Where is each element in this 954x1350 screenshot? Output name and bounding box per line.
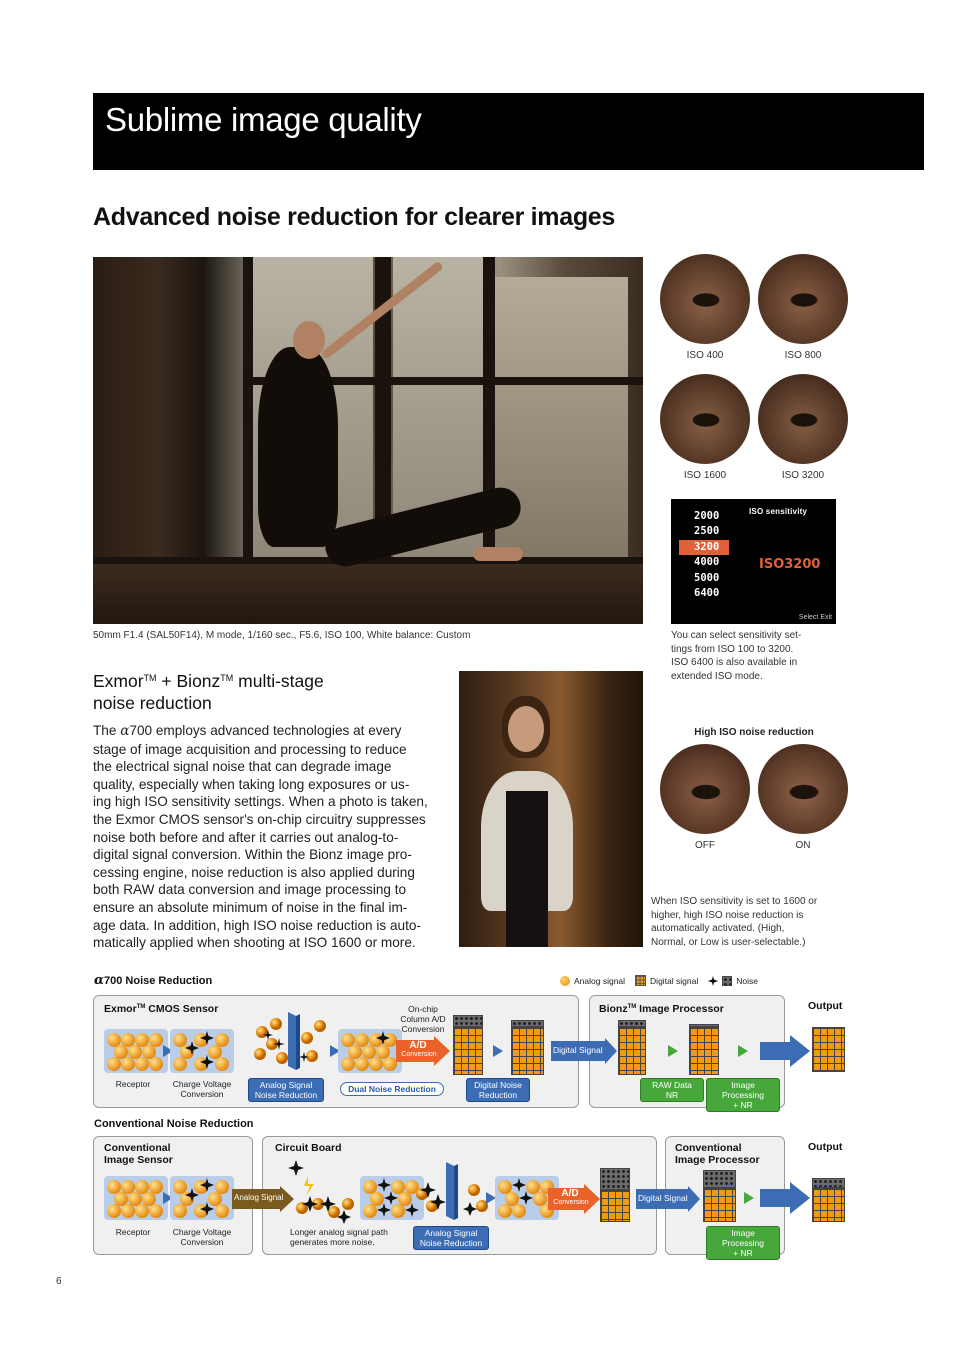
raw-nr-badge: RAW Data NR <box>640 1078 704 1102</box>
analog-signal-label: Analog Signal <box>234 1193 284 1202</box>
charge-conversion-cell <box>170 1029 234 1073</box>
nr-on-label: ON <box>795 840 811 851</box>
a700-diagram-title: α700 Noise Reduction <box>94 973 213 988</box>
analog-nr-badge: Analog Signal Noise Reduction <box>248 1078 324 1102</box>
noise-strip <box>511 1020 544 1027</box>
iso-option: 4000 <box>694 556 720 569</box>
iso-1600-label: ISO 1600 <box>683 470 727 481</box>
analog-noise-filter-graphic <box>252 1010 330 1072</box>
bionz-processor-panel: Bionz™ Image Processor <box>589 995 785 1108</box>
analog-signal-icon <box>560 976 570 986</box>
main-photo-caption: 50mm F1.4 (SAL50F14), M mode, 1/160 sec., F5.6, ISO 100, White balance: Custom <box>93 630 471 641</box>
longer-path-note: Longer analog signal path generates more noise. <box>290 1227 388 1247</box>
nr-off-sample-image <box>660 744 750 834</box>
page-number: 6 <box>56 1276 62 1287</box>
noisy-analog-graphic <box>288 1160 360 1224</box>
onchip-ad-label: On-chip Column A/D Conversion <box>400 1004 446 1034</box>
nr-on-sample-image <box>758 744 848 834</box>
iso-option: 2500 <box>694 525 720 538</box>
high-iso-caption: When ISO sensitivity is set to 1600 or higher, high ISO noise reduction is automatically activated. (High, Normal, or Low is user-selectable.) <box>651 896 818 948</box>
output-data-grid <box>812 1027 845 1072</box>
iso-1600-sample-image <box>660 374 750 464</box>
output-data-grid <box>812 1188 845 1222</box>
noise-strip <box>703 1170 736 1188</box>
flow-arrow <box>668 1045 678 1057</box>
receptor-cell <box>104 1029 168 1073</box>
conventional-processor-panel: Conventional Image Processor <box>665 1136 785 1255</box>
flow-arrow <box>493 1045 503 1057</box>
output-noise-strip <box>812 1178 845 1188</box>
exmor-sensor-panel: Exmor™ CMOS Sensor <box>93 995 579 1108</box>
iso-800-label: ISO 800 <box>784 350 822 361</box>
conv-analog-filter-graphic <box>412 1160 494 1224</box>
iso-3200-sample-image <box>758 374 848 464</box>
digital-data-grid <box>689 1027 719 1075</box>
iso-400-sample-image <box>660 254 750 344</box>
conv-receptor-cell <box>104 1176 168 1220</box>
receptor-label: Receptor <box>115 1079 151 1089</box>
conventional-sensor-panel: Conventional Image Sensor <box>93 1136 253 1255</box>
section-headline: Advanced noise reduction for clearer images <box>93 203 616 231</box>
conv-charge-label: Charge Voltage Conversion <box>172 1227 232 1247</box>
flow-arrow <box>738 1045 748 1057</box>
ballet-photo <box>93 257 643 624</box>
title-banner <box>93 93 924 170</box>
iso-option-selected: 3200 <box>679 540 729 555</box>
noise-strip <box>453 1015 483 1027</box>
section-subhead: Exmor™ + Bionz™ multi-stage noise reduction <box>93 671 324 713</box>
digital-data-grid <box>703 1188 736 1222</box>
noise-icon <box>708 976 718 986</box>
iso-value-list <box>679 509 729 601</box>
iso-option: 6400 <box>694 586 720 599</box>
iso-800-sample-image <box>758 254 848 344</box>
digital-data-grid <box>618 1027 646 1075</box>
conv-ad-label: A/D <box>561 1188 579 1199</box>
conv-charge-cell <box>170 1176 234 1220</box>
iso-sensitivity-lcd-screen <box>671 499 836 624</box>
iso-option: 5000 <box>694 571 720 584</box>
digital-data-grid <box>453 1027 483 1075</box>
iso-option: 2000 <box>694 510 720 522</box>
conv-digital-signal-label: Digital Signal <box>638 1193 688 1203</box>
digital-nr-badge: Digital Noise Reduction <box>466 1078 530 1102</box>
circuit-board-panel: Circuit Board <box>262 1136 657 1255</box>
image-processing-nr-badge: Image Processing + NR <box>706 1078 780 1112</box>
noise-strip <box>618 1020 646 1027</box>
flow-arrow <box>744 1192 754 1204</box>
lcd-caption: You can select sensitivity set- tings from ISO 100 to 3200. ISO 6400 is also available in extended ISO mode. <box>671 630 802 682</box>
lcd-footer: Select Exit <box>798 614 832 621</box>
output-label: Output <box>808 1000 843 1012</box>
nr-off-label: OFF <box>695 840 715 851</box>
noise-strip <box>600 1168 630 1190</box>
reduced-noise-cell <box>338 1029 402 1073</box>
high-iso-nr-title: High ISO noise reduction <box>694 727 814 738</box>
dual-nr-badge: Dual Noise Reduction <box>340 1082 444 1096</box>
digital-data-grid <box>511 1027 544 1075</box>
section-body-text: The α700 employs advanced technologies at every stage of image acquisition and processing to reduce the electrical signal noise that can degrade image quality, especially when taking long exposures or us- ing high ISO sensitivity settings. When a photo is taken, the Exmor CMOS sensor's on-chip circuitry suppresses noise both before and after it carries out analog-to- digital signal conversion. Within the Bionz image pro- cessing engine, noise reduction is also applied during both RAW data conversion and image processing to ensure an absolute minimum of noise in the final im- age data. In addition, high ISO noise reduction is auto- matically applied when shooting at ISO 1600 or more. <box>93 723 428 951</box>
conv-conversion-label: Conversion <box>553 1199 589 1206</box>
conv-image-processing-nr-badge: Image Processing + NR <box>706 1226 780 1260</box>
digital-signal-icon <box>635 975 646 986</box>
conv-receptor-label: Receptor <box>115 1227 151 1237</box>
page-title: Sublime image quality <box>105 101 422 138</box>
output-arrow <box>760 1035 810 1067</box>
digital-data-grid <box>600 1190 630 1222</box>
lcd-iso-value: ISO3200 <box>759 557 821 572</box>
diagram-legend: Analog signal Digital signal Noise <box>560 975 758 986</box>
conv-output-arrow <box>760 1182 810 1214</box>
portrait-photo <box>459 671 643 947</box>
conv-analog-nr-badge: Analog Signal Noise Reduction <box>413 1226 489 1250</box>
conversion-label: Conversion <box>401 1051 437 1058</box>
iso-3200-label: ISO 3200 <box>781 470 825 481</box>
lcd-menu-title: ISO sensitivity <box>749 507 808 516</box>
output-label: Output <box>808 1141 843 1153</box>
iso-400-label: ISO 400 <box>686 350 724 361</box>
ad-label: A/D <box>409 1040 427 1051</box>
digital-signal-label: Digital Signal <box>553 1045 603 1055</box>
charge-conversion-label: Charge Voltage Conversion <box>172 1079 232 1099</box>
conventional-diagram-title: Conventional Noise Reduction <box>94 1118 254 1130</box>
